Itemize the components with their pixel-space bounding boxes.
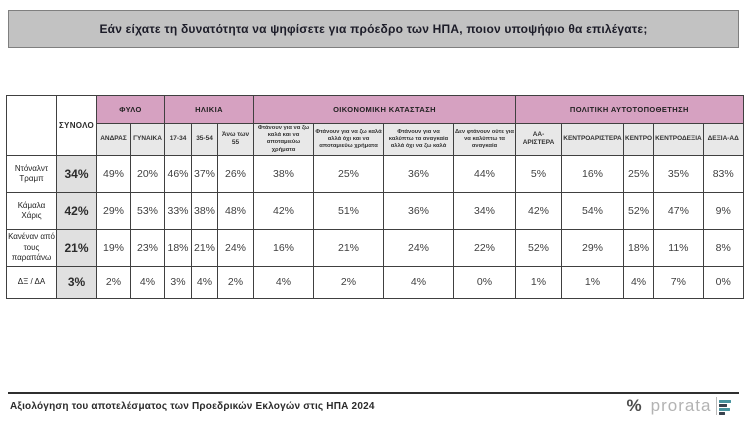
value-cell: 20% bbox=[131, 155, 165, 192]
value-cell: 83% bbox=[703, 155, 743, 192]
column-header-total: ΣΥΝΟΛΟ bbox=[57, 96, 97, 156]
value-cell: 37% bbox=[192, 155, 218, 192]
value-cell: 29% bbox=[562, 229, 624, 266]
value-cell: 33% bbox=[165, 192, 192, 229]
column-header: Δεν φτάνουν ούτε για να καλύπτω τα αναγκαία bbox=[454, 124, 516, 156]
value-cell: 25% bbox=[624, 155, 654, 192]
value-cell: 18% bbox=[165, 229, 192, 266]
value-cell: 22% bbox=[454, 229, 516, 266]
value-cell: 35% bbox=[654, 155, 704, 192]
value-cell: 9% bbox=[703, 192, 743, 229]
group-header: ΦΥΛΟ bbox=[97, 96, 165, 124]
value-cell: 53% bbox=[131, 192, 165, 229]
table-row bbox=[7, 155, 744, 192]
column-header: ΑΝΔΡΑΣ bbox=[97, 124, 131, 156]
value-cell: 4% bbox=[254, 266, 314, 298]
column-header: ΓΥΝΑΙΚΑ bbox=[131, 124, 165, 156]
value-cell: 7% bbox=[654, 266, 704, 298]
table-row bbox=[7, 266, 744, 298]
value-cell: 42% bbox=[254, 192, 314, 229]
column-header: 35-54 bbox=[192, 124, 218, 156]
value-cell: 29% bbox=[97, 192, 131, 229]
value-cell: 3% bbox=[165, 266, 192, 298]
footer-divider bbox=[8, 392, 739, 394]
value-cell: 24% bbox=[384, 229, 454, 266]
bar-chart-icon bbox=[716, 397, 732, 415]
row-label: ΔΞ / ΔΑ bbox=[7, 266, 57, 298]
prorata-logo-text: prorata bbox=[650, 396, 712, 415]
value-cell: 25% bbox=[314, 155, 384, 192]
column-header: 17-34 bbox=[165, 124, 192, 156]
value-cell: 2% bbox=[314, 266, 384, 298]
table-row bbox=[7, 192, 744, 229]
table-body bbox=[7, 155, 744, 298]
value-cell: 19% bbox=[97, 229, 131, 266]
question-title-bar bbox=[8, 10, 739, 48]
group-header: ΗΛΙΚΙΑ bbox=[165, 96, 254, 124]
value-cell: 34% bbox=[454, 192, 516, 229]
value-cell: 52% bbox=[624, 192, 654, 229]
value-cell: 5% bbox=[516, 155, 562, 192]
value-cell: 54% bbox=[562, 192, 624, 229]
table-header bbox=[7, 96, 744, 156]
column-header: ΚΕΝΤΡΟΔΕΞΙΑ bbox=[654, 124, 704, 156]
total-value-cell: 34% bbox=[57, 155, 97, 192]
value-cell: 26% bbox=[218, 155, 254, 192]
total-value-cell: 3% bbox=[57, 266, 97, 298]
corner-cell bbox=[7, 96, 57, 156]
total-value-cell: 21% bbox=[57, 229, 97, 266]
value-cell: 49% bbox=[97, 155, 131, 192]
group-header: ΟΙΚΟΝΟΜΙΚΗ ΚΑΤΑΣΤΑΣΗ bbox=[254, 96, 516, 124]
column-header: Φτάνουν για να καλύπτω τα αναγκαία αλλά όχι να ζω καλά bbox=[384, 124, 454, 156]
value-cell: 4% bbox=[131, 266, 165, 298]
value-cell: 11% bbox=[654, 229, 704, 266]
percent-logo-icon: % bbox=[626, 396, 642, 415]
column-header: Φτάνουν για να ζω καλά αλλά όχι και να αποταμιεύω χρήματα bbox=[314, 124, 384, 156]
value-cell: 36% bbox=[384, 155, 454, 192]
prorata-logo bbox=[627, 396, 732, 416]
value-cell: 4% bbox=[384, 266, 454, 298]
value-cell: 0% bbox=[454, 266, 516, 298]
value-cell: 51% bbox=[314, 192, 384, 229]
value-cell: 2% bbox=[97, 266, 131, 298]
value-cell: 4% bbox=[624, 266, 654, 298]
row-label: Κάμαλα Χάρις bbox=[7, 192, 57, 229]
column-header: ΔΕΞΙΑ-ΑΔ bbox=[703, 124, 743, 156]
value-cell: 23% bbox=[131, 229, 165, 266]
value-cell: 24% bbox=[218, 229, 254, 266]
table-row bbox=[7, 229, 744, 266]
value-cell: 48% bbox=[218, 192, 254, 229]
column-header: Άνω των 55 bbox=[218, 124, 254, 156]
column-header: ΚΕΝΤΡΟ bbox=[624, 124, 654, 156]
value-cell: 1% bbox=[562, 266, 624, 298]
footer-caption: Αξιολόγηση του αποτελέσματος των Προεδρικών Εκλογών στις ΗΠΑ 2024 bbox=[10, 401, 375, 412]
value-cell: 36% bbox=[384, 192, 454, 229]
column-header: ΑΑ-ΑΡΙΣΤΕΡΑ bbox=[516, 124, 562, 156]
value-cell: 16% bbox=[562, 155, 624, 192]
value-cell: 42% bbox=[516, 192, 562, 229]
poll-results-table bbox=[6, 95, 744, 299]
row-label: Κανέναν από τους παραπάνω bbox=[7, 229, 57, 266]
value-cell: 47% bbox=[654, 192, 704, 229]
value-cell: 0% bbox=[703, 266, 743, 298]
column-header: Φτάνουν για να ζω καλά και να αποταμιεύω χρήματα bbox=[254, 124, 314, 156]
value-cell: 16% bbox=[254, 229, 314, 266]
value-cell: 8% bbox=[703, 229, 743, 266]
group-header: ΠΟΛΙΤΙΚΗ ΑΥΤΟΤΟΠΟΘΕΤΗΣΗ bbox=[516, 96, 744, 124]
row-label: Ντόναλντ Τραμπ bbox=[7, 155, 57, 192]
value-cell: 38% bbox=[254, 155, 314, 192]
column-header: ΚΕΝΤΡΟΑΡΙΣΤΕΡΑ bbox=[562, 124, 624, 156]
value-cell: 1% bbox=[516, 266, 562, 298]
value-cell: 2% bbox=[218, 266, 254, 298]
value-cell: 4% bbox=[192, 266, 218, 298]
value-cell: 18% bbox=[624, 229, 654, 266]
value-cell: 38% bbox=[192, 192, 218, 229]
question-title: Εάν είχατε τη δυνατότητα να ψηφίσετε για πρόεδρο των ΗΠΑ, ποιον υποψήφιο θα επιλέγατε; bbox=[99, 22, 648, 36]
value-cell: 46% bbox=[165, 155, 192, 192]
total-value-cell: 42% bbox=[57, 192, 97, 229]
value-cell: 52% bbox=[516, 229, 562, 266]
value-cell: 44% bbox=[454, 155, 516, 192]
value-cell: 21% bbox=[192, 229, 218, 266]
value-cell: 21% bbox=[314, 229, 384, 266]
